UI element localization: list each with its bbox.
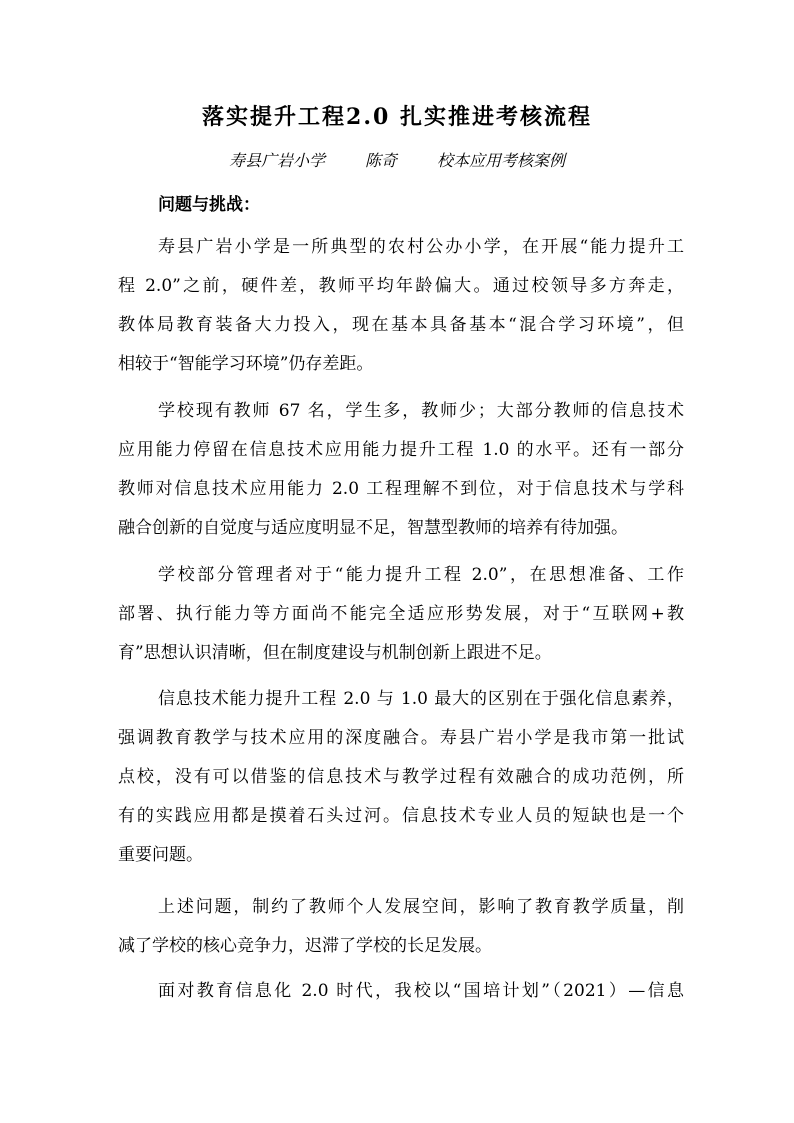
paragraph-line: 有的实践应用都是摸着石头过河。信息技术专业人员的短缺也是一个: [118, 806, 684, 826]
paragraph-5: [118, 888, 684, 966]
paragraph-line: 学校现有教师 67 名，学生多，教师少；大部分教师的信息技术: [158, 401, 684, 421]
paragraph-line: 面对教育信息化 2.0 时代，我校以“国培计划”（2021）—信息: [158, 981, 684, 1001]
paragraph-line: 减了学校的核心竞争力，迟滞了学校的长足发展。: [118, 936, 492, 956]
paragraph-line: 融合创新的自觉度与适应度明显不足，智慧型教师的培养有待加强。: [118, 518, 628, 538]
paragraph-2: [118, 392, 684, 548]
paragraph-line: 重要问题。: [118, 845, 203, 865]
section-heading: 问题与挑战：: [158, 195, 260, 215]
paragraph-3: [118, 556, 684, 673]
paragraph-6: [118, 972, 684, 1011]
author-name: 陈奇: [364, 151, 397, 170]
paragraph-line: 应用能力停留在信息技术应用能力提升工程 1.0 的水平。还有一部分: [118, 440, 684, 460]
paragraph-line: 教师对信息技术应用能力 2.0 工程理解不到位，对于信息技术与学科: [118, 479, 684, 499]
document-title: 落实提升工程2.0 扎实推进考核流程: [202, 104, 592, 130]
paragraph-line: 育”思想认识清晰，但在制度建设与机制创新上跟进不足。: [118, 643, 552, 663]
paragraph-line: 教体局教育装备大力投入，现在基本具备基本“混合学习环境”，但: [118, 315, 684, 335]
paragraph-line: 点校，没有可以借鉴的信息技术与教学过程有效融合的成功范例，所: [118, 767, 684, 787]
paragraph-line: 寿县广岩小学是一所典型的农村公办小学，在开展“能力提升工: [158, 237, 684, 257]
case-category: 校本应用考核案例: [437, 151, 566, 170]
paragraph-line: 程 2.0”之前，硬件差，教师平均年龄偏大。通过校领导多方奔走，: [118, 276, 684, 296]
paragraph-4: [118, 680, 684, 875]
paragraph-line: 信息技术能力提升工程 2.0 与 1.0 最大的区别在于强化信息素养，: [158, 689, 684, 709]
paragraph-1: [118, 228, 684, 384]
paragraph-line: 部署、执行能力等方面尚不能完全适应形势发展，对于“互联网+教: [118, 604, 684, 624]
paragraph-line: 学校部分管理者对于“能力提升工程 2.0”，在思想准备、工作: [158, 565, 684, 585]
document-subtitle: [0, 148, 794, 171]
paragraph-line: 相较于“智能学习环境”仍存差距。: [118, 354, 374, 374]
paragraph-line: 上述问题，制约了教师个人发展空间，影响了教育教学质量，削: [158, 897, 684, 917]
school-name: 寿县广岩小学: [228, 151, 325, 170]
paragraph-line: 强调教育教学与技术应用的深度融合。寿县广岩小学是我市第一批试: [118, 728, 684, 748]
